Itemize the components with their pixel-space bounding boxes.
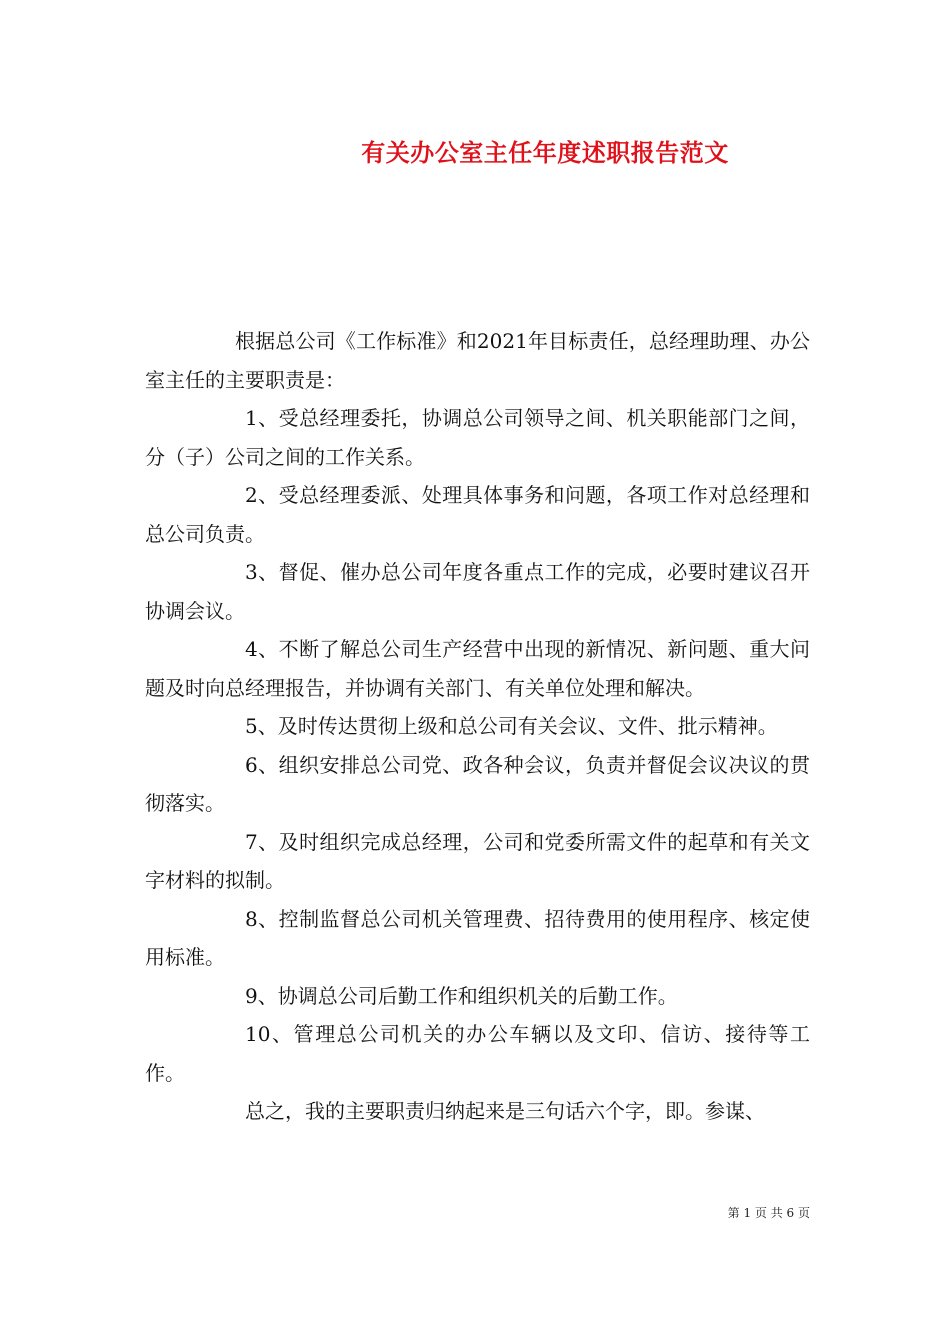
paragraph-item-8: 8、控制监督总公司机关管理费、招待费用的使用程序、核定使用标准。 — [145, 906, 810, 969]
page-number-footer: 第 1 页 共 6 页 — [727, 1206, 810, 1220]
paragraph-item-9: 9、协调总公司后勤工作和组织机关的后勤工作。 — [245, 983, 678, 1008]
paragraph-item-4: 4、不断了解总公司生产经营中出现的新情况、新问题、重大问题及时向总经理报告，并协调有关部门、有关单位处理和解决。 — [145, 637, 810, 700]
paragraph-item-1: 1、受总经理委托，协调总公司领导之间、机关职能部门之间，分（子）公司之间的工作关系。 — [145, 406, 810, 469]
paragraph-item-10: 10、管理总公司机关的办公车辆以及文印、信访、接待等工作。 — [145, 1022, 810, 1085]
paragraph-item-7: 7、及时组织完成总经理，公司和党委所需文件的起草和有关文字材料的拟制。 — [145, 829, 810, 892]
paragraph-item-5: 5、及时传达贯彻上级和总公司有关会议、文件、批示精神。 — [245, 714, 778, 738]
document-body — [145, 322, 810, 1131]
paragraph-item-3: 3、督促、催办总公司年度各重点工作的完成，必要时建议召开协调会议。 — [145, 560, 810, 623]
paragraph-item-2: 2、受总经理委派、处理具体事务和问题，各项工作对总经理和总公司负责。 — [145, 483, 810, 546]
paragraph-intro: 根据总公司《工作标准》和2021年目标责任，总经理助理、办公室主任的主要职责是： — [145, 329, 810, 392]
paragraph-item-6: 6、组织安排总公司党、政各种会议，负责并督促会议决议的贯彻落实。 — [145, 752, 810, 815]
paragraph-summary: 总之，我的主要职责归纳起来是三句话六个字，即。参谋、 — [245, 1099, 765, 1123]
document-title: 有关办公室主任年度述职报告范文 — [361, 138, 729, 167]
